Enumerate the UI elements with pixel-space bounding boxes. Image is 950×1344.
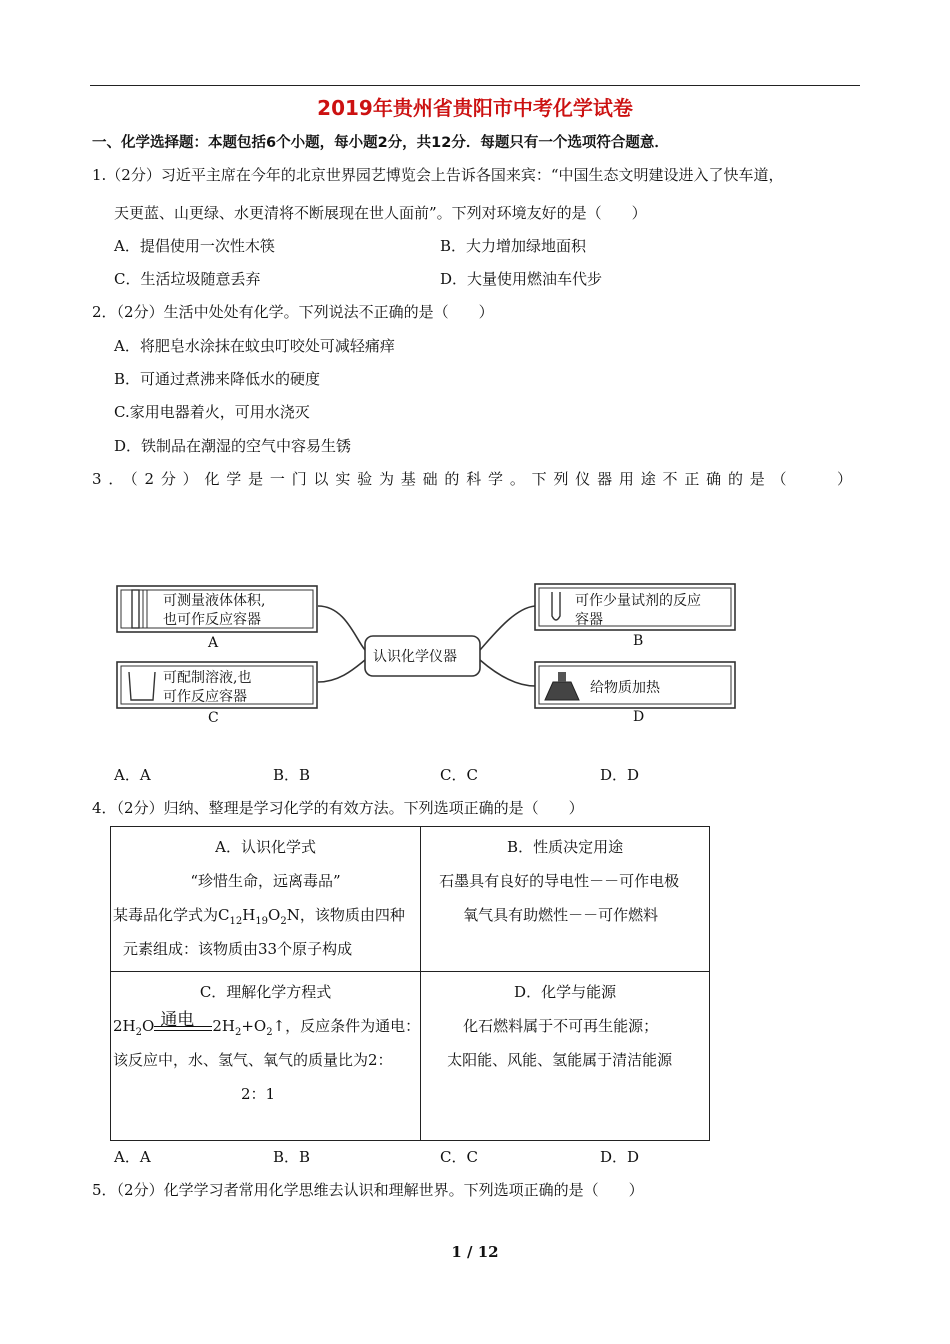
q4-cell-c xyxy=(111,972,421,1141)
q1-stem-line1: 1.（2分）习近平主席在今年的北京世界园艺博览会上告诉各国来宾：“中国生态文明建设进入了快车道， xyxy=(92,166,784,184)
q4-cell-a xyxy=(111,827,421,972)
connector-d xyxy=(480,660,535,686)
q4-cell-a-title: A．认识化学式 xyxy=(215,838,316,856)
q5-stem: 5．（2分）化学学习者常用化学思维去认识和理解世界。下列选项正确的是（ ） xyxy=(92,1181,644,1199)
lamp-wick-icon xyxy=(558,672,566,682)
q1-option-d: D．大量使用燃油车代步 xyxy=(440,270,603,288)
q4-cell-c-line2: 该反应中，水、氢气、氧气的质量比为2： xyxy=(113,1051,393,1069)
box-d-label: D xyxy=(633,709,645,725)
q4-cell-a-line3: 元素组成：该物质由33个原子构成 xyxy=(123,940,353,958)
instrument-diagram xyxy=(115,578,745,728)
box-a-text2: 也可作反应容器 xyxy=(163,612,261,628)
reaction-condition: 通电 xyxy=(160,1010,195,1030)
document-title: 2019年贵州省贵阳市中考化学试卷 xyxy=(317,96,633,120)
q2-stem: 2．（2分）生活中处处有化学。下列说法不正确的是（ ） xyxy=(92,303,494,321)
q4-cell-d xyxy=(421,972,710,1141)
q1-stem-line2: 天更蓝、山更绿、水更清将不断展现在世人面前”。下列对环境友好的是（ ） xyxy=(114,204,647,222)
q4-option-c: C．C xyxy=(440,1148,478,1166)
box-c-label: C xyxy=(208,710,219,726)
q3-option-b: B．B xyxy=(273,766,311,784)
q4-cell-c-equation: $2H_2O$ 通电 $2H_2+O_2↑$，反应条件为通电： xyxy=(111,1009,420,1043)
q3-option-a: A．A xyxy=(114,766,151,784)
q2-option-d: D．铁制品在潮湿的空气中容易生锈 xyxy=(114,437,352,455)
q4-cell-d-title: D．化学与能源 xyxy=(514,983,617,1001)
connector-b xyxy=(480,606,535,650)
q2-option-a: A．将肥皂水涂抹在蚊虫叮咬处可减轻痛痒 xyxy=(114,337,395,355)
q4-cell-a-line1: “珍惜生命，远离毒品” xyxy=(190,872,341,890)
q2-option-b: B．可通过煮沸来降低水的硬度 xyxy=(114,370,321,388)
q2-option-c: C.家用电器着火，可用水浇灭 xyxy=(114,403,310,421)
q4-cell-b-line2: 氧气具有助燃性－－可作燃料 xyxy=(463,906,659,924)
q4-cell-c-title: C．理解化学方程式 xyxy=(199,983,332,1001)
reaction-arrow xyxy=(154,1010,212,1037)
q4-cell-b-title: B．性质决定用途 xyxy=(507,838,624,856)
header-rule xyxy=(90,85,860,86)
q4-cell-c-line3: 2：1 xyxy=(241,1085,276,1103)
q4-option-a: A．A xyxy=(114,1148,151,1166)
box-a-text1: 可测量液体体积, xyxy=(163,593,266,609)
connector-a xyxy=(318,606,365,650)
box-b-label: B xyxy=(633,633,644,649)
q4-option-d: D．D xyxy=(600,1148,640,1166)
q4-cell-d-line2: 太阳能、风能、氢能属于清洁能源 xyxy=(447,1051,673,1069)
q3-option-d: D．D xyxy=(600,766,640,784)
box-b-text1: 可作少量试剂的反应 xyxy=(575,593,701,609)
box-d-text1: 给物质加热 xyxy=(590,680,660,696)
q3-stem: 3．（2分）化学是一门以实验为基础的科学。下列仪器用途不正确的是（ ） xyxy=(92,470,852,488)
center-label: 认识化学仪器 xyxy=(373,649,457,665)
q1-option-c: C．生活垃圾随意丢弃 xyxy=(114,270,261,288)
q4-option-b: B．B xyxy=(273,1148,311,1166)
q4-cell-d-line1: 化石燃料属于不可再生能源； xyxy=(463,1017,659,1035)
box-c-text1: 可配制溶液,也 xyxy=(163,670,252,686)
q4-cell-b-line1: 石墨具有良好的导电性－－可作电极 xyxy=(439,872,680,890)
q4-cell-a-line2: 某毒品化学式为$C_{12}H_{19}O_2N$，该物质由四种 xyxy=(113,906,405,927)
page-number: 1 / 12 xyxy=(451,1243,499,1261)
q4-table xyxy=(110,826,710,1141)
section-heading: 一、化学选择题：本题包括6个小题，每小题2分，共12分．每题只有一个选项符合题意． xyxy=(92,135,669,151)
q1-option-b: B．大力增加绿地面积 xyxy=(440,237,587,255)
connector-c xyxy=(318,660,365,682)
q1-option-a: A．提倡使用一次性木筷 xyxy=(114,237,275,255)
q3-option-c: C．C xyxy=(440,766,478,784)
box-b-text2: 容器 xyxy=(575,612,603,628)
box-c-text2: 可作反应容器 xyxy=(163,689,247,705)
q4-cell-b xyxy=(421,827,710,972)
box-a-label: A xyxy=(208,635,219,651)
q4-stem: 4．（2分）归纳、整理是学习化学的有效方法。下列选项正确的是（ ） xyxy=(92,799,584,817)
